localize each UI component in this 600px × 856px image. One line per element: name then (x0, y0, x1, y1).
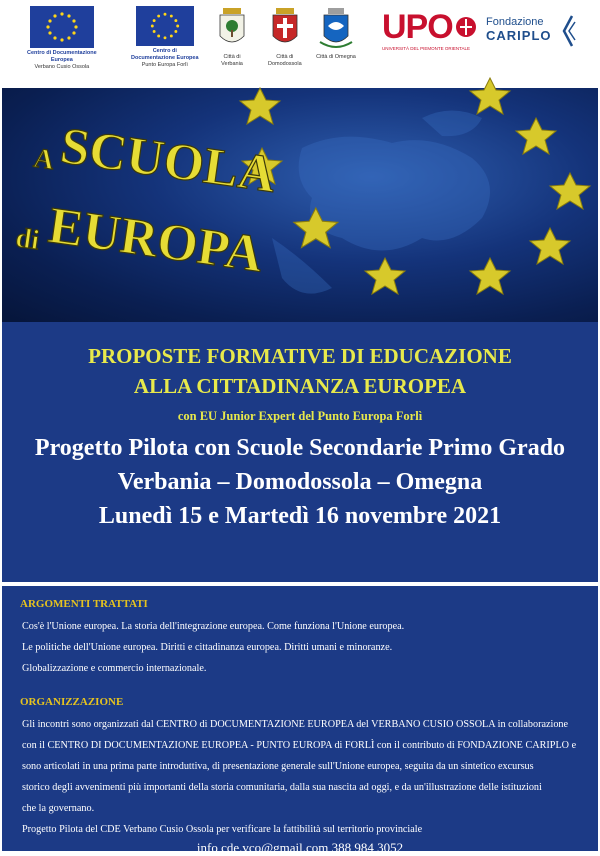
cariplo-label: CARIPLO (486, 28, 552, 43)
upo-circle-icon (455, 16, 477, 38)
verbania-crest-logo (217, 6, 247, 68)
omegna-crest-icon (316, 6, 356, 52)
omegna-caption: Città di Omegna (316, 54, 356, 60)
organizzazione-line: che la governano. (22, 803, 95, 814)
project-cities: Verbania – Domodossola – Omegna (117, 469, 483, 495)
cde-forli-caption: Centro di Documentazione Europea Punto Europa Forlì (131, 48, 199, 68)
upo-subtitle: UNIVERSITÀ DEL PIEMONTE ORIENTALE (382, 46, 471, 51)
headline-line-2: ALLA CITTADINANZA EUROPEA (133, 374, 467, 398)
info-panel (2, 586, 598, 855)
organizzazione-line: con il CENTRO DI DOCUMENTAZIONE EUROPEA - PUNTO EUROPA di FORLÌ con il contributo di FONDAZIONE CARIPLO e (22, 740, 577, 751)
domodossola-caption: Città di Domodossola (268, 54, 302, 67)
fondazione-label: Fondazione (486, 16, 544, 28)
argomenti-line: Cos'è l'Unione europea. La storia dell'integrazione europea. Come funziona l'Unione europea. (22, 621, 405, 632)
cde-vco-logo (27, 6, 97, 71)
verbania-crest-icon (217, 6, 247, 52)
omegna-crest-logo (316, 6, 356, 61)
title-scuola: SCUOLA (56, 117, 280, 204)
organizzazione-heading: ORGANIZZAZIONE (20, 696, 124, 708)
organizzazione-line: sono articolati in una prima parte introduttiva, di presentazione generale sull'Unione europea, seguita da un sintetico excursus (22, 761, 534, 772)
headline-panel (2, 322, 598, 582)
verbania-caption: Città di Verbania (221, 54, 243, 67)
cde-forli-logo (131, 6, 199, 69)
domodossola-crest-logo (268, 6, 302, 68)
argomenti-line: Le politiche dell'Unione europea. Diritti e cittadinanza europea. Diritti umani e minoranze. (22, 642, 393, 653)
headline-line-1: PROPOSTE FORMATIVE DI EDUCAZIONE (88, 344, 512, 368)
eu-flag-icon (30, 6, 94, 48)
organizzazione-text (22, 714, 594, 840)
title-di: di (13, 222, 42, 257)
cariplo-mark-icon (560, 14, 576, 48)
organizzazione-line: Gli incontri sono organizzati dal CENTRO di DOCUMENTAZIONE EUROPEA del VERBANO CUSIO OSSOLA in collaborazione (22, 719, 569, 730)
headline-subtitle: con EU Junior Expert del Punto Europa Forlì (177, 409, 423, 423)
eu-flag-icon (136, 6, 194, 46)
argomenti-heading: ARGOMENTI TRATTATI (20, 598, 148, 610)
organizzazione-line: Progetto Pilota del CDE Verbano Cusio Ossola per verificare la fattibilità sul territorio provinciale (22, 824, 423, 835)
domodossola-crest-icon (270, 6, 300, 52)
contact-footer: info cde.vco@gmail.com 388 984 3052 (196, 840, 404, 855)
title-a: A (31, 142, 57, 177)
cde-vco-caption: Centro di Documentazione Europea Verbano Cusio Ossola (27, 50, 97, 70)
fondazione-cariplo-logo (486, 16, 552, 43)
argomenti-line: Globalizzazione e commercio internazionale. (22, 663, 207, 674)
project-dates: Lunedì 15 e Martedì 16 novembre 2021 (98, 503, 502, 529)
logo-strip (0, 0, 600, 88)
organizzazione-line: storico degli avvenimenti più importanti della storia comunitaria, dalla sua nascita ad oggi, e da un'illustrazione delle istituzioni (22, 782, 542, 793)
upo-logo (382, 10, 477, 51)
banner-image (2, 88, 598, 322)
upo-wordmark: UPO (382, 8, 453, 46)
project-title: Progetto Pilota con Scuole Secondarie Primo Grado (34, 435, 566, 461)
title-europa: EUROPA (44, 197, 267, 284)
argomenti-text (22, 616, 594, 679)
